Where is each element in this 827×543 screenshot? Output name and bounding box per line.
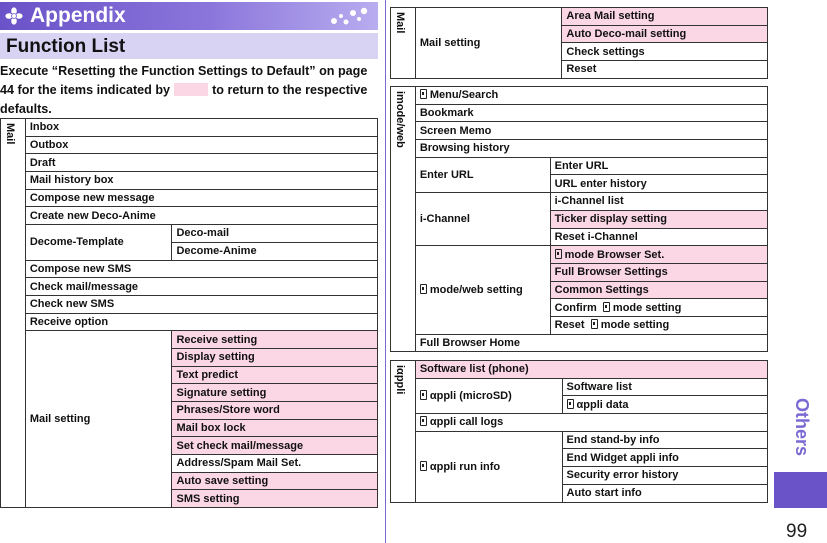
item-check-settings: Check settings [562, 43, 768, 61]
appendix-header [0, 2, 378, 30]
setting-sms: SMS setting [172, 490, 378, 508]
item-outbox: Outbox [25, 136, 377, 154]
intro-text [0, 62, 378, 119]
table-row [1, 136, 378, 154]
flower-icon [4, 6, 24, 26]
item-auto-start: Auto start info [562, 484, 767, 502]
item-enter-url: Enter URL [415, 157, 550, 192]
item-screen-memo: Screen Memo [415, 122, 767, 140]
table-row [391, 140, 768, 158]
item-create-deco: Create new Deco-Anime [25, 207, 377, 225]
setting-spam: Address/Spam Mail Set. [172, 455, 378, 473]
table-row [1, 172, 378, 190]
others-tab-marker [774, 472, 827, 508]
item-browser-set: mode Browser Set. [550, 246, 767, 264]
table-row [1, 207, 378, 225]
table-row [1, 154, 378, 172]
table-row [391, 378, 768, 396]
column-divider [385, 0, 386, 543]
item-auto-deco: Auto Deco-mail setting [562, 25, 768, 43]
function-list-heading [0, 33, 378, 59]
table-row [1, 225, 378, 243]
item-ticker: Ticker display setting [550, 210, 767, 228]
item-compose: Compose new message [25, 189, 377, 207]
item-mail-setting-right: Mail setting [415, 8, 562, 79]
table-row [391, 87, 768, 105]
imode-icon [420, 89, 427, 99]
item-check-mail: Check mail/message [25, 278, 377, 296]
imode-icon [420, 284, 427, 294]
table-row [391, 122, 768, 140]
item-receive-option: Receive option [25, 313, 377, 331]
item-full-browser-home: Full Browser Home [415, 334, 767, 352]
item-software-list-phone: Software list (phone) [415, 361, 767, 379]
setting-display: Display setting [172, 348, 378, 366]
item-url-history: URL enter history [550, 175, 767, 193]
item-reset-ichannel: Reset i-Channel [550, 228, 767, 246]
table-row [391, 334, 768, 352]
section-mail-right: Mail [391, 8, 416, 79]
function-list-title: Function List [6, 36, 126, 57]
setting-check-mail: Set check mail/message [172, 437, 378, 455]
others-tab-label: Others [792, 398, 812, 457]
item-security-error: Security error history [562, 467, 767, 485]
imode-icon [555, 249, 562, 259]
table-row [391, 157, 768, 175]
table-row [391, 246, 768, 264]
table-row [1, 295, 378, 313]
table-row [1, 331, 378, 349]
item-ichannel: i-Channel [415, 193, 550, 246]
sparkle-icon [328, 5, 370, 27]
setting-mailbox-lock: Mail box lock [172, 419, 378, 437]
iappli-table [390, 360, 768, 503]
item-end-standby: End stand-by info [562, 431, 767, 449]
table-row [391, 431, 768, 449]
table-row [391, 104, 768, 122]
table-row [391, 8, 768, 26]
item-compose-sms: Compose new SMS [25, 260, 377, 278]
setting-auto-save: Auto save setting [172, 472, 378, 490]
item-enter-url-sub: Enter URL [550, 157, 767, 175]
imode-icon [591, 319, 598, 329]
item-menu-search: Menu/Search [415, 87, 767, 105]
appendix-title: Appendix [30, 4, 126, 27]
item-mail-history: Mail history box [25, 172, 377, 190]
item-appli-microsd: αppli (microSD) [415, 378, 562, 413]
item-ichannel-list: i-Channel list [550, 193, 767, 211]
item-common-settings: Common Settings [550, 281, 767, 299]
item-appli-data: αppli data [562, 396, 767, 414]
page-number: 99 [786, 521, 808, 542]
imode-icon [420, 416, 427, 426]
mail-table-left [0, 118, 378, 508]
item-end-widget: End Widget appli info [562, 449, 767, 467]
table-row [1, 119, 378, 137]
highlight-swatch [174, 83, 208, 96]
table-row [1, 189, 378, 207]
table-row [391, 361, 768, 379]
table-row [1, 260, 378, 278]
imode-icon [420, 461, 427, 471]
imode-table [390, 86, 768, 352]
item-imode-web-setting: mode/web setting [415, 246, 550, 334]
table-row [1, 278, 378, 296]
item-area-mail: Area Mail setting [562, 8, 768, 26]
imode-icon [567, 399, 574, 409]
item-deco-mail: Deco-mail [172, 225, 378, 243]
item-browsing-history: Browsing history [415, 140, 767, 158]
setting-text-predict: Text predict [172, 366, 378, 384]
setting-signature: Signature setting [172, 384, 378, 402]
intro-part2: to return to the respective defaults. [0, 83, 368, 116]
imode-icon [603, 302, 610, 312]
mail-table-right [390, 7, 768, 79]
item-call-logs: αppli call logs [415, 414, 767, 432]
others-tab [774, 0, 827, 508]
item-software-list: Software list [562, 378, 767, 396]
intro-part1: Execute “Resetting the Function Settings to Default” on page 44 for the items indicated by [0, 64, 368, 97]
item-check-sms: Check new SMS [25, 295, 377, 313]
section-iappli: iαppli [391, 361, 416, 503]
item-reset-mode: Reset mode setting [550, 316, 767, 334]
item-confirm-mode: Confirm mode setting [550, 299, 767, 317]
item-draft: Draft [25, 154, 377, 172]
table-row [391, 414, 768, 432]
section-imode: imode/web [391, 87, 416, 352]
section-mail: Mail [1, 119, 26, 508]
imode-icon [420, 390, 427, 400]
item-full-browser-settings: Full Browser Settings [550, 263, 767, 281]
item-reset: Reset [562, 61, 768, 79]
item-inbox: Inbox [25, 119, 377, 137]
item-run-info: αppli run info [415, 431, 562, 502]
setting-receive: Receive setting [172, 331, 378, 349]
item-decome-template: Decome-Template [25, 225, 172, 260]
item-mail-setting: Mail setting [25, 331, 172, 508]
table-row [1, 313, 378, 331]
table-row [391, 193, 768, 211]
item-bookmark: Bookmark [415, 104, 767, 122]
item-decome-anime: Decome-Anime [172, 242, 378, 260]
setting-phrases: Phrases/Store word [172, 402, 378, 420]
